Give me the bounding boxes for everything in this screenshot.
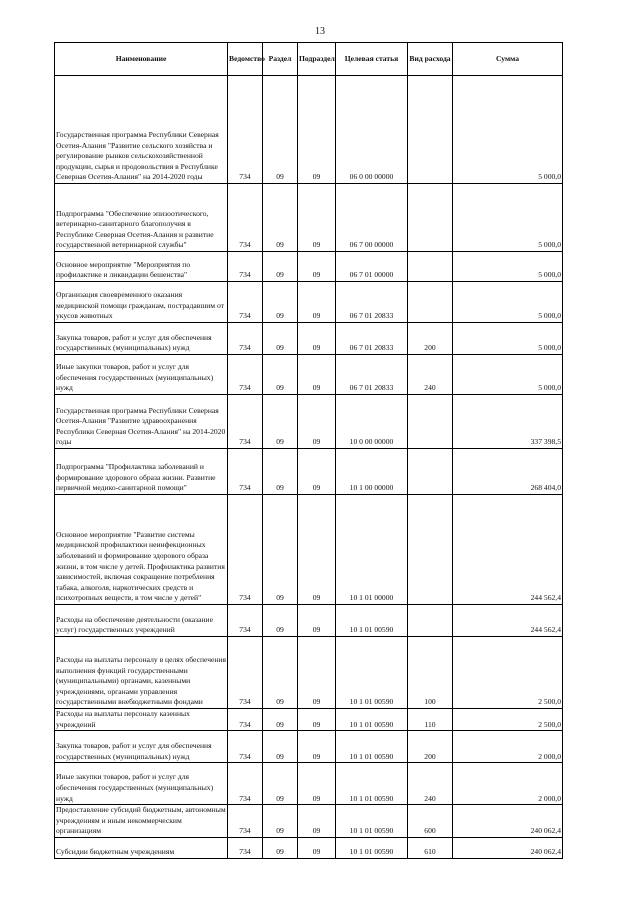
row-expense-type: 200 <box>408 323 453 355</box>
table-row <box>55 449 563 495</box>
row-target-item: 10 1 01 00590 <box>336 605 408 637</box>
row-expense-type: 200 <box>408 731 453 763</box>
row-expense-type: 110 <box>408 709 453 731</box>
row-section: 09 <box>263 731 298 763</box>
row-section: 09 <box>263 605 298 637</box>
row-subsection: 09 <box>298 395 336 449</box>
table-row <box>55 709 563 731</box>
row-subsection: 09 <box>298 605 336 637</box>
row-department: 734 <box>228 355 263 395</box>
row-target-item: 10 1 01 00590 <box>336 805 408 838</box>
row-amount: 240 062,4 <box>453 805 563 838</box>
row-name: Предоставление субсидий бюджетным, автономным учреждениям и иным некоммерческим организациям <box>55 805 228 838</box>
row-amount: 2 500,0 <box>453 709 563 731</box>
row-amount: 5 000,0 <box>453 184 563 252</box>
row-section: 09 <box>263 282 298 323</box>
row-target-item: 10 0 00 00000 <box>336 395 408 449</box>
row-department: 734 <box>228 637 263 709</box>
row-expense-type <box>408 252 453 282</box>
column-header-expense-type: Вид расхода <box>408 43 453 76</box>
row-expense-type: 240 <box>408 355 453 395</box>
row-subsection: 09 <box>298 323 336 355</box>
row-expense-type <box>408 449 453 495</box>
row-name: Расходы на выплаты персоналу в целях обеспечения выполнения функций государственными (муниципальными) органами, казенными учреждениями, органами управления государственными внебюджетными фондами <box>55 637 228 709</box>
table-row <box>55 763 563 805</box>
row-amount: 244 562,4 <box>453 495 563 605</box>
row-department: 734 <box>228 76 263 184</box>
row-expense-type: 100 <box>408 637 453 709</box>
row-target-item: 10 1 00 00000 <box>336 449 408 495</box>
table-row <box>55 605 563 637</box>
row-section: 09 <box>263 837 298 858</box>
row-expense-type <box>408 395 453 449</box>
row-subsection: 09 <box>298 76 336 184</box>
row-expense-type <box>408 184 453 252</box>
row-target-item: 10 1 01 00590 <box>336 763 408 805</box>
row-department: 734 <box>228 449 263 495</box>
row-amount: 5 000,0 <box>453 76 563 184</box>
row-expense-type <box>408 495 453 605</box>
row-department: 734 <box>228 282 263 323</box>
row-section: 09 <box>263 449 298 495</box>
row-target-item: 10 1 01 00590 <box>336 637 408 709</box>
row-name: Организация своевременного оказания медицинской помощи гражданам, пострадавшим от укусов животных <box>55 282 228 323</box>
row-section: 09 <box>263 763 298 805</box>
row-department: 734 <box>228 323 263 355</box>
row-target-item: 06 7 01 00000 <box>336 252 408 282</box>
table-row <box>55 837 563 858</box>
row-department: 734 <box>228 605 263 637</box>
table-row <box>55 76 563 184</box>
row-target-item: 06 0 00 00000 <box>336 76 408 184</box>
row-section: 09 <box>263 495 298 605</box>
column-header-target-item: Целевая статья <box>336 43 408 76</box>
row-subsection: 09 <box>298 731 336 763</box>
row-department: 734 <box>228 395 263 449</box>
row-section: 09 <box>263 252 298 282</box>
row-section: 09 <box>263 637 298 709</box>
table-row <box>55 495 563 605</box>
row-name: Расходы на выплаты персоналу казенных учреждений <box>55 709 228 731</box>
row-section: 09 <box>263 395 298 449</box>
row-name: Закупка товаров, работ и услуг для обеспечения государственных (муниципальных) нужд <box>55 323 228 355</box>
page-number: 13 <box>315 26 325 37</box>
row-section: 09 <box>263 805 298 838</box>
table-row <box>55 805 563 838</box>
row-name: Государственная программа Республики Северная Осетия-Алания "Развитие здравоохранения Республики Северная Осетия-Алания" на 2014-2020 годы <box>55 395 228 449</box>
row-name: Основное мероприятие "Развитие системы медицинской профилактики неинфекционных заболеваний и формирование здорового образа жизни, в том числе у детей. Профилактика развития зависимостей, включая сокращение потребления табака, алкоголя, наркотических средств и психотропных веществ, в том числе у детей" <box>55 495 228 605</box>
row-subsection: 09 <box>298 637 336 709</box>
row-name: Субсидии бюджетным учреждениям <box>55 837 228 858</box>
row-subsection: 09 <box>298 449 336 495</box>
row-amount: 268 404,0 <box>453 449 563 495</box>
row-expense-type: 600 <box>408 805 453 838</box>
row-amount: 244 562,4 <box>453 605 563 637</box>
row-department: 734 <box>228 731 263 763</box>
row-amount: 2 000,0 <box>453 731 563 763</box>
table-row <box>55 355 563 395</box>
column-header-department: Ведомство <box>228 43 263 76</box>
row-expense-type: 240 <box>408 763 453 805</box>
row-department: 734 <box>228 837 263 858</box>
row-name: Иные закупки товаров, работ и услуг для обеспечения государственных (муниципальных) нужд <box>55 355 228 395</box>
column-header-amount: Сумма <box>453 43 563 76</box>
row-amount: 5 000,0 <box>453 323 563 355</box>
row-target-item: 06 7 01 20833 <box>336 323 408 355</box>
table-row <box>55 731 563 763</box>
table-row <box>55 282 563 323</box>
row-target-item: 10 1 01 00590 <box>336 731 408 763</box>
column-header-section: Раздел <box>263 43 298 76</box>
row-subsection: 09 <box>298 805 336 838</box>
row-amount: 5 000,0 <box>453 252 563 282</box>
row-name: Закупка товаров, работ и услуг для обеспечения государственных (муниципальных) нужд <box>55 731 228 763</box>
row-expense-type: 610 <box>408 837 453 858</box>
row-department: 734 <box>228 763 263 805</box>
row-department: 734 <box>228 495 263 605</box>
row-expense-type <box>408 605 453 637</box>
row-subsection: 09 <box>298 252 336 282</box>
row-name: Расходы на обеспечение деятельности (оказание услуг) государственных учреждений <box>55 605 228 637</box>
row-name: Государственная программа Республики Северная Осетия-Алания "Развитие сельского хозяйства и регулирование рынков сельскохозяйственной продукции, сырья и продовольствия в Республике Северная Осетия-Алания" на 2014-2020 годы <box>55 76 228 184</box>
table-row <box>55 637 563 709</box>
row-target-item: 10 1 01 00590 <box>336 837 408 858</box>
table-header-row <box>55 43 563 76</box>
row-amount: 5 000,0 <box>453 355 563 395</box>
row-target-item: 06 7 01 20833 <box>336 355 408 395</box>
row-section: 09 <box>263 323 298 355</box>
row-target-item: 10 1 01 00590 <box>336 709 408 731</box>
row-subsection: 09 <box>298 282 336 323</box>
row-amount: 5 000,0 <box>453 282 563 323</box>
table-row <box>55 184 563 252</box>
row-name: Подпрограмма "Обеспечение эпизоотического, ветеринарно-санитарного благополучия в Республике Северная Осетия-Алания и развитие государственной ветеринарной службы" <box>55 184 228 252</box>
row-amount: 2 000,0 <box>453 763 563 805</box>
column-header-name: Наименование <box>55 43 228 76</box>
row-name: Основное мероприятие "Мероприятия по профилактике и ликвидации бешенства" <box>55 252 228 282</box>
row-target-item: 10 1 01 00000 <box>336 495 408 605</box>
row-amount: 240 062,4 <box>453 837 563 858</box>
row-amount: 2 500,0 <box>453 637 563 709</box>
row-target-item: 06 7 00 00000 <box>336 184 408 252</box>
row-subsection: 09 <box>298 495 336 605</box>
row-subsection: 09 <box>298 837 336 858</box>
row-department: 734 <box>228 709 263 731</box>
table-row <box>55 395 563 449</box>
row-department: 734 <box>228 184 263 252</box>
row-name: Иные закупки товаров, работ и услуг для обеспечения государственных (муниципальных) нужд <box>55 763 228 805</box>
row-subsection: 09 <box>298 184 336 252</box>
row-subsection: 09 <box>298 355 336 395</box>
row-section: 09 <box>263 76 298 184</box>
column-header-subsection: Подраздел <box>298 43 336 76</box>
row-target-item: 06 7 01 20833 <box>336 282 408 323</box>
table-row <box>55 323 563 355</box>
row-section: 09 <box>263 184 298 252</box>
row-department: 734 <box>228 805 263 838</box>
budget-table <box>54 42 563 859</box>
row-expense-type <box>408 282 453 323</box>
row-section: 09 <box>263 709 298 731</box>
row-department: 734 <box>228 252 263 282</box>
row-name: Подпрограмма "Профилактика заболеваний и формирование здорового образа жизни. Развитие первичной медико-санитарной помощи" <box>55 449 228 495</box>
row-amount: 337 398,5 <box>453 395 563 449</box>
table-row <box>55 252 563 282</box>
row-expense-type <box>408 76 453 184</box>
row-subsection: 09 <box>298 763 336 805</box>
row-section: 09 <box>263 355 298 395</box>
row-subsection: 09 <box>298 709 336 731</box>
